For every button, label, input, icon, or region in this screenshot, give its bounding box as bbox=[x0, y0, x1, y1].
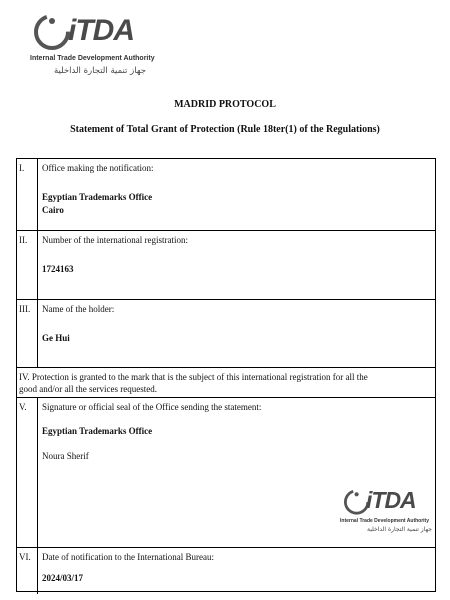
section-holder bbox=[17, 299, 435, 368]
section-number: III. bbox=[19, 304, 31, 314]
signatory-name: Noura Sherif bbox=[42, 451, 89, 461]
seal-arabic: جهاز تنمية التجارة الداخلية bbox=[367, 526, 432, 533]
logo-arabic: جهاز تنمية التجارة الداخلية bbox=[53, 66, 146, 76]
signing-office: Egyptian Trademarks Office bbox=[42, 426, 153, 436]
section-label: Number of the international registration: bbox=[42, 235, 188, 245]
official-seal-logo bbox=[340, 486, 438, 536]
notification-date: 2024/03/17 bbox=[42, 573, 84, 583]
itda-logo bbox=[28, 6, 158, 84]
seal-subtitle: Internal Trade Development Authority bbox=[340, 518, 429, 524]
seal-brand: iTDA bbox=[366, 487, 416, 513]
section-number: V. bbox=[19, 402, 27, 412]
document-subtitle: Statement of Total Grant of Protection (Rule 18ter(1) of the Regulations) bbox=[70, 124, 380, 135]
office-name: Egyptian Trademarks Office bbox=[42, 192, 153, 202]
protection-statement bbox=[19, 371, 431, 395]
section-registration bbox=[17, 230, 435, 300]
section-number: I. bbox=[19, 163, 25, 173]
section-label: Date of notification to the International Bureau: bbox=[42, 552, 214, 562]
section-label: Office making the notification: bbox=[42, 163, 154, 173]
holder-name: Ge Hui bbox=[42, 333, 70, 343]
office-city: Cairo bbox=[42, 205, 64, 215]
section-number: II. bbox=[19, 235, 28, 245]
logo-brand: iTDA bbox=[68, 14, 134, 47]
section-protection bbox=[17, 367, 435, 398]
logo-subtitle: Internal Trade Development Authority bbox=[30, 55, 155, 62]
protection-line-2: good and/or all the services requested. bbox=[19, 384, 157, 394]
section-label: Signature or official seal of the Office sending the statement: bbox=[42, 402, 262, 412]
section-date bbox=[17, 547, 435, 594]
section-office bbox=[17, 159, 435, 230]
document-title: MADRID PROTOCOL bbox=[174, 99, 276, 110]
section-label: Name of the holder: bbox=[42, 304, 115, 314]
protection-line-1: IV. Protection is granted to the mark that is the subject of this international registration for all the bbox=[19, 372, 368, 382]
registration-number: 1724163 bbox=[42, 264, 74, 274]
section-number: VI. bbox=[19, 552, 31, 562]
